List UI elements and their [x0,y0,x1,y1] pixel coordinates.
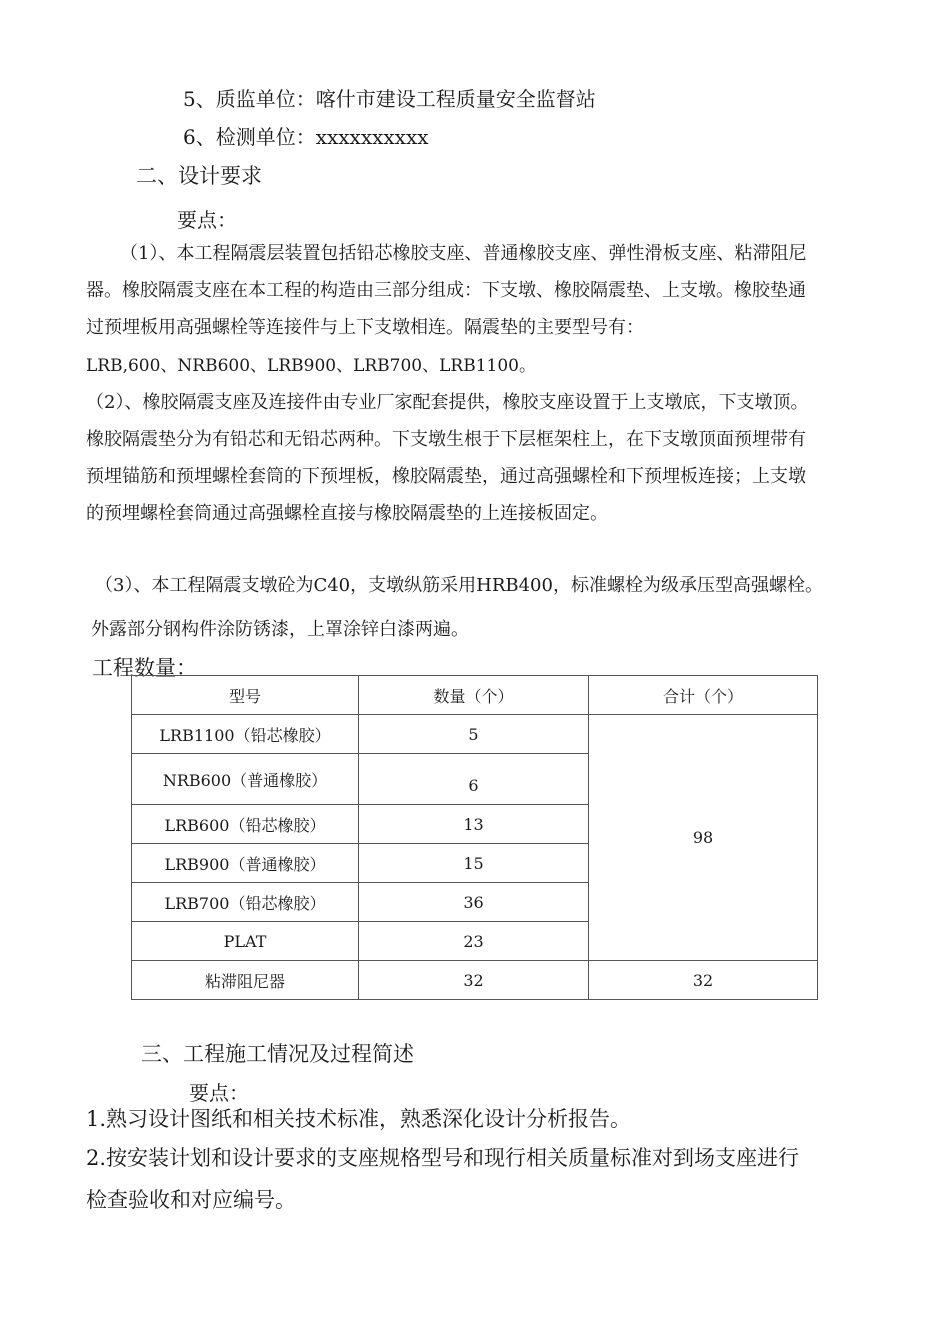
cell-model: 粘滞阻尼器 [132,961,359,1000]
step-1: 1.熟习设计图纸和相关技术标准，熟悉深化设计分析报告。 [86,1107,632,1131]
cell-model: LRB900（普通橡胶） [132,844,359,883]
quantity-table [131,675,818,1000]
table-row-damper [132,961,818,1000]
cell-model: NRB600（普通橡胶） [132,754,359,805]
para2-line1: （2）、橡胶隔震支座及连接件由专业厂家配套提供，橡胶支座设置于上支墩底，下支墩顶。 [86,392,809,413]
section-2-heading: 二、设计要求 [136,164,262,188]
cell-model: LRB700（铅芯橡胶） [132,883,359,922]
para1-line3: 过预埋板用高强螺栓等连接件与上下支墩相连。隔震垫的主要型号有： [86,317,644,338]
header-model: 型号 [132,676,359,715]
cell-quantity: 36 [359,883,589,922]
item-testing-unit: 6、检测单位：xxxxxxxxxx [183,125,429,149]
para3-line2: 外露部分钢构件涂防锈漆，上罩涂锌白漆两遍。 [91,619,469,640]
table-header-row [132,676,818,715]
quantity-heading: 工程数量： [92,656,197,680]
para3-line1: （3）、本工程隔震支墩砼为C40，支墩纵筋采用HRB400，标准螺栓为级承压型高强螺栓。 [95,575,823,596]
cell-quantity: 13 [359,805,589,844]
para1-line1: （1）、本工程隔震层装置包括铅芯橡胶支座、普通橡胶支座、弹性滑板支座、粘滞阻尼 [120,243,807,264]
cell-model: PLAT [132,922,359,961]
header-quantity: 数量（个） [359,676,589,715]
table-row [132,715,818,754]
section-2-points-label: 要点： [177,208,237,232]
step-2-line2: 检查验收和对应编号。 [86,1188,296,1212]
header-total: 合计（个） [589,676,818,715]
para2-line4: 的预埋螺栓套筒通过高强螺栓直接与橡胶隔震垫的上连接板固定。 [86,503,608,524]
item-quality-supervision: 5、质监单位：喀什市建设工程质量安全监督站 [183,87,596,111]
para1-line2: 器。橡胶隔震支座在本工程的构造由三部分组成：下支墩、橡胶隔震垫、上支墩。橡胶垫通 [86,280,806,301]
cell-model: LRB600（铅芯橡胶） [132,805,359,844]
section-3-heading: 三、工程施工情况及过程简述 [141,1042,414,1066]
cell-group-total: 98 [589,715,818,961]
cell-quantity: 5 [359,715,589,754]
cell-model: LRB1100（铅芯橡胶） [132,715,359,754]
cell-quantity: 15 [359,844,589,883]
step-2-line1: 2.按安装计划和设计要求的支座规格型号和现行相关质量标准对到场支座进行 [86,1146,800,1170]
cell-total: 32 [589,961,818,1000]
para1-line4: LRB,600、NRB600、LRB900、LRB700、LRB1100。 [86,356,536,376]
cell-quantity: 32 [359,961,589,1000]
section-3-points-label: 要点： [189,1081,249,1105]
cell-quantity: 6 [359,754,589,805]
para2-line3: 预埋锚筋和预埋螺栓套筒的下预埋板，橡胶隔震垫，通过高强螺栓和下预埋板连接；上支墩 [86,466,806,487]
para2-line2: 橡胶隔震垫分为有铅芯和无铅芯两种。下支墩生根于下层框架柱上，在下支墩顶面预埋带有 [86,429,806,450]
cell-quantity: 23 [359,922,589,961]
